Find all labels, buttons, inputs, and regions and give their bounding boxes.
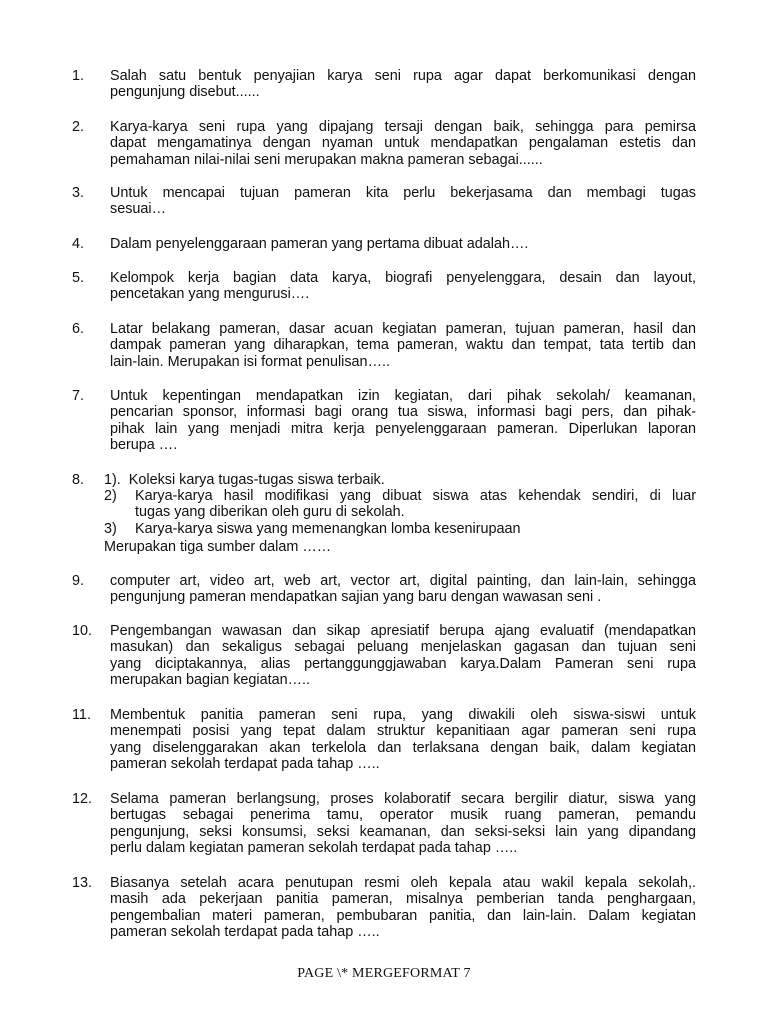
sub-item-2	[135, 488, 696, 521]
sub-item-line: Karya-karya siswa yang memenangkan lomba kesenirupaan	[135, 521, 521, 537]
question-line: yang diciptakannya, alias pertanggunggjawaban karya.Dalam Pameran seni rupa	[110, 655, 696, 672]
sub-item-text: Koleksi karya tugas-tugas siswa terbaik.	[128, 472, 385, 488]
question-line: menempati posisi yang tepat dalam struktur kepanitiaan agar pameran seni rupa	[110, 723, 696, 740]
question-line: Salah satu bentuk penyajian karya seni rupa agar dapat berkomunikasi dengan	[110, 68, 696, 84]
question-line: merupakan bagian kegiatan…..	[110, 671, 311, 688]
question-line: pihak lain yang menjadi mitra kerja penyelenggaraan pameran. Diperlukan laporan	[110, 420, 696, 437]
question-11	[72, 707, 696, 772]
question-line: pengembalian materi pameran, pembubaran panitia, dan lain-lain. Dalam kegiatan	[110, 907, 696, 924]
question-number: 8.	[72, 472, 85, 488]
question-line: Karya-karya seni rupa yang dipajang tersaji dengan baik, sehingga para pemirsa	[110, 119, 696, 135]
question-2	[72, 119, 696, 168]
question-number: 13.	[72, 875, 93, 891]
question-line: pengunjung, seksi konsumsi, seksi keamanan, dan seksi-seksi lain yang dipandang	[110, 823, 696, 840]
question-line: Dalam penyelenggaraan pameran yang pertama dibuat adalah….	[110, 236, 529, 252]
question-number: 6.	[72, 321, 85, 337]
question-line: pameran sekolah terdapat pada tahap …..	[110, 755, 380, 772]
sub-item-3	[135, 521, 696, 537]
question-number: 4.	[72, 236, 85, 252]
question-line: Pengembangan wawasan dan sikap apresiatif berupa ajang evaluatif (mendapatkan	[110, 623, 696, 639]
question-text	[110, 573, 696, 606]
question-number: 5.	[72, 270, 85, 286]
sub-item-3-marker	[104, 521, 134, 537]
question-line: pencarian sponsor, informasi bagi orang tua siswa, informasi bagi pers, dan pihak-	[110, 404, 696, 421]
question-7	[72, 388, 696, 453]
question-6	[72, 321, 696, 370]
sub-item-1	[104, 472, 404, 488]
question-number: 12.	[72, 791, 93, 807]
question-10	[72, 623, 696, 688]
question-line: perlu dalam kegiatan pameran sekolah terdapat pada tahap …..	[110, 839, 518, 856]
question-text	[110, 707, 696, 772]
question-line: Untuk kepentingan mendapatkan izin kegiatan, dari pihak sekolah/ keamanan,	[110, 388, 696, 404]
sub-item-line: tugas yang diberikan oleh guru di sekolah.	[135, 504, 405, 521]
page-footer: PAGE \* MERGEFORMAT 7	[297, 966, 471, 981]
question-line: bertugas sebagai penerima tamu, operator musik ruang pameran, pemandu	[110, 807, 696, 824]
question-text	[110, 875, 696, 940]
sub-item-marker: 1).	[104, 472, 121, 488]
sub-item-line: Karya-karya hasil modifikasi yang dibuat siswa atas kehendak sendiri, di luar	[135, 488, 696, 504]
question-9	[72, 573, 696, 606]
question-line: masukan) dan sekaligus sebagai peluang menjelaskan gagasan dan tujuan seni	[110, 639, 696, 656]
question-line: computer art, video art, web art, vector art, digital painting, dan lain-lain, sehingga	[110, 573, 696, 589]
question-number: 11.	[72, 707, 91, 723]
question-line: Kelompok kerja bagian data karya, biografi penyelenggara, desain dan layout,	[110, 270, 696, 286]
question-number: 2.	[72, 119, 85, 135]
sub-item-marker: 2)	[104, 488, 117, 504]
question-number: 3.	[72, 185, 85, 201]
question-4	[72, 236, 696, 252]
question-5	[72, 270, 696, 303]
question-12	[72, 791, 696, 856]
sub-item-marker: 3)	[104, 521, 117, 537]
question-line: pengunjung pameran mendapatkan sajian yang baru dengan wawasan seni .	[110, 589, 602, 606]
question-text	[110, 791, 696, 856]
question-number: 9.	[72, 573, 85, 589]
question-line: Selama pameran berlangsung, proses kolaboratif secara bergilir diatur, siswa yang	[110, 791, 696, 807]
closing-text: Merupakan tiga sumber dalam ……	[104, 539, 332, 555]
question-line: pencetakan yang mengurusi….	[110, 286, 310, 303]
question-line: sesuai…	[110, 201, 166, 218]
question-13	[72, 875, 696, 940]
question-line: berupa ….	[110, 436, 178, 453]
question-text	[110, 623, 696, 688]
question-line: dampak pameran yang diharapkan, tema pameran, waktu dan tempat, tata tertib dan	[110, 337, 696, 354]
question-line: masih ada pekerjaan panitia pameran, misalnya pemberian tanda penghargaan,	[110, 891, 696, 908]
question-text	[110, 185, 696, 218]
question-number: 7.	[72, 388, 85, 404]
question-line: pengunjung disebut......	[110, 84, 260, 101]
question-1	[72, 68, 696, 101]
question-text	[110, 388, 696, 453]
question-number: 10.	[72, 623, 93, 639]
question-text	[110, 236, 696, 252]
question-line: pemahaman nilai-nilai seni merupakan makna pameran sebagai......	[110, 151, 543, 168]
question-text	[110, 321, 696, 370]
question-text	[110, 68, 696, 101]
question-line: pameran sekolah terdapat pada tahap …..	[110, 923, 380, 940]
question-line: dapat mengamatinya dengan nyaman untuk mendapatkan pengalaman estetis dan	[110, 135, 696, 152]
question-line: Latar belakang pameran, dasar acuan kegiatan pameran, tujuan pameran, hasil dan	[110, 321, 696, 337]
sub-item-2-marker	[104, 488, 134, 504]
question-text	[110, 119, 696, 168]
question-line: Membentuk panitia pameran seni rupa, yang diwakili oleh siswa-siswi untuk	[110, 707, 696, 723]
question-line: lain-lain. Merupakan isi format penulisan…..	[110, 353, 390, 370]
question-8-closing	[104, 539, 504, 555]
question-line: yang diselenggarakan akan terkelola dan terlaksana dengan baik, dalam kegiatan	[110, 739, 696, 756]
question-3	[72, 185, 696, 218]
question-line: Untuk mencapai tujuan pameran kita perlu bekerjasama dan membagi tugas	[110, 185, 696, 201]
question-text	[110, 270, 696, 303]
question-number: 1.	[72, 68, 85, 84]
question-line: Biasanya setelah acara penutupan resmi oleh kepala atau wakil kepala sekolah,.	[110, 875, 696, 891]
